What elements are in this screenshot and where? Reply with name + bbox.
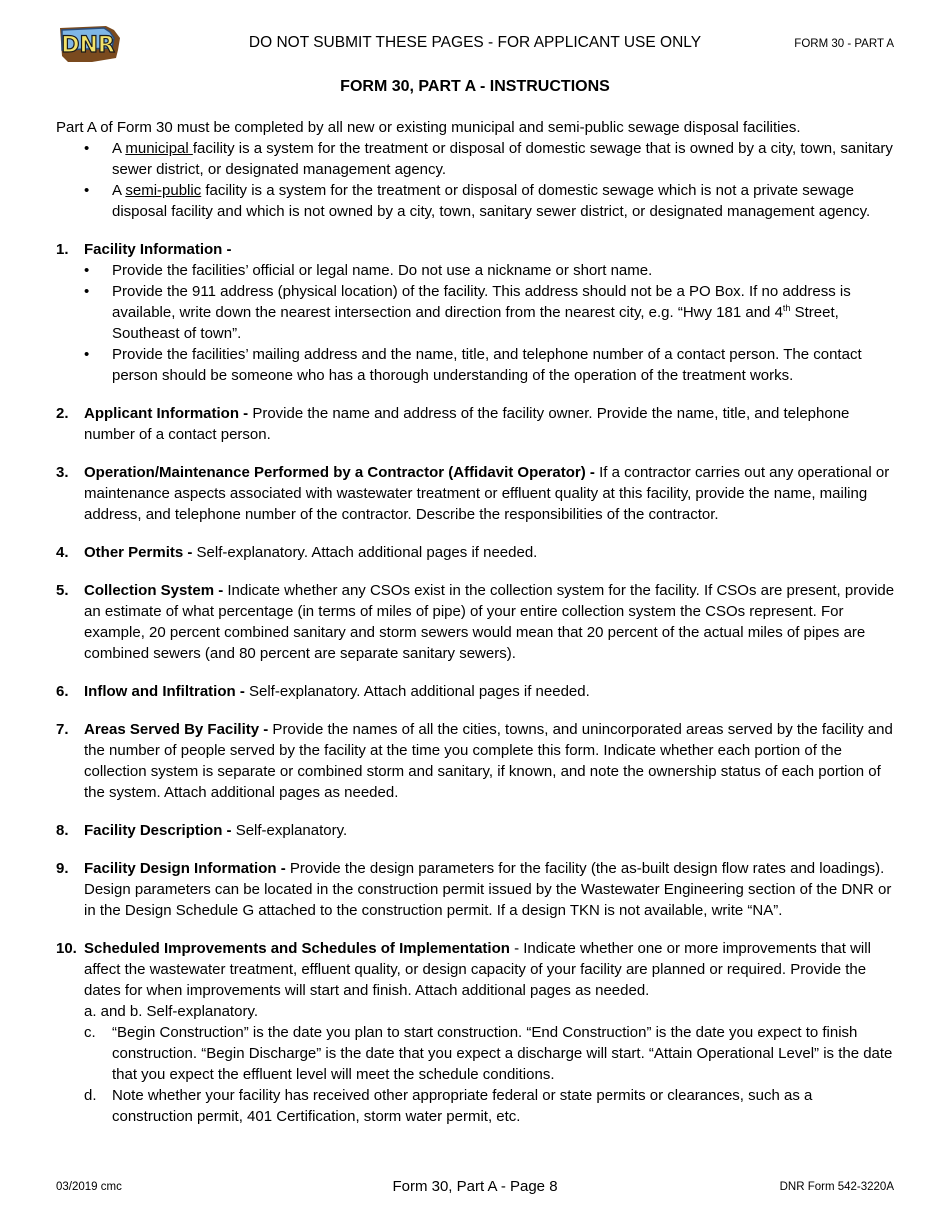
list-item: • Provide the facilities’ official or legal name. Do not use a nickname or short name. <box>112 260 896 281</box>
facility-information-bullets <box>56 260 896 386</box>
bullet-municipal: • A municipal facility is a system for the treatment or disposal of domestic sewage that is owned by a city, town, sanitary sewer district, or designated management agency. <box>112 138 896 180</box>
item-contractor: 3. Operation/Maintenance Performed by a Contractor (Affidavit Operator) - If a contractor carries out any operational or maintenance aspects associated with wastewater treatment or effluent quality at this facility, provide the name, mailing address, and telephone number of the contractor. Describe the responsibilities of the contractor. <box>56 464 890 523</box>
list-item: • Provide the 911 address (physical location) of the facility. This address should not be a PO Box. If no address is available, write down the nearest intersection and direction from the nearest city, e.g. “Hwy 181 and 4th Street, Southeast of town”. <box>112 281 896 344</box>
sub-item-d: d. Note whether your facility has received other appropriate federal or state permits or clearances, such as a construction permit, 401 Certification, storm water permit, etc. <box>84 1087 813 1125</box>
instructions-body <box>56 117 896 1127</box>
item-scheduled-improvements: 10. Scheduled Improvements and Schedules of Implementation - Indicate whether one or more improvements that will affect the wastewater treatment, effluent quality, or design capacity of your facility are planned or required. Provide the dates for when improvements will start and finish. Attach additional pages as needed. a. and b. Self-explanatory. c. “Begin Construction” is the date you plan to start construction. “End Construction” is the date you expect to finish construction. “Begin Discharge” is the date that you expect a discharge will start. “Attain Operational Level” is the date that you expect the effluent level will meet the schedule conditions. d. Note whether your facility has received other appropriate federal or state permits or clearances, such as a construction permit, 401 Certification, storm water permit, etc. <box>56 938 896 1127</box>
sub-item-c: c. “Begin Construction” is the date you plan to start construction. “End Construction” is the date you expect to finish construction. “Begin Discharge” is the date that you expect a discharge will start. “Attain Operational Level” is the date that you expect the effluent level will meet the schedule conditions. <box>84 1024 893 1083</box>
sub-item-a-b: a. and b. Self-explanatory. <box>84 1003 258 1020</box>
list-item: • Provide the facilities’ mailing address and the name, title, and telephone number of a contact person. The contact person should be someone who has a thorough understanding of the operation of the treatment works. <box>112 344 896 386</box>
header-form-label: FORM 30 - PART A <box>794 38 894 50</box>
item-facility-description: 8. Facility Description - Self-explanatory. <box>56 822 348 839</box>
header-notice: DO NOT SUBMIT THESE PAGES - FOR APPLICANT USE ONLY <box>248 34 702 51</box>
footer-date: 03/2019 cmc <box>56 1181 122 1193</box>
item-collection-system: 5. Collection System - Indicate whether any CSOs exist in the collection system for the facility. If CSOs are present, provide an estimate of what percentage (in terms of miles of pipe) of your entire collection system the CSOs represent. For example, 20 percent combined sanitary and storm sewers would mean that 20 percent of the actual miles of pipes are combined sewers (and 80 percent are separate sanitary sewers). <box>56 582 895 662</box>
footer-form-number: DNR Form 542-3220A <box>779 1181 894 1193</box>
svg-text:DNR: DNR <box>61 33 115 58</box>
intro-text: Part A of Form 30 must be completed by all new or existing municipal and semi-public sewage disposal facilities. <box>56 119 801 136</box>
page-title: FORM 30, PART A - INSTRUCTIONS <box>340 78 610 95</box>
item-applicant-information: 2. Applicant Information - Provide the name and address of the facility owner. Provide the name, title, and telephone number of a contact person. <box>56 405 850 443</box>
item-inflow-infiltration: 6. Inflow and Infiltration - Self-explanatory. Attach additional pages if needed. <box>56 683 590 700</box>
item-facility-information: 1. Facility Information - <box>56 241 232 258</box>
intro-bullets <box>56 138 896 222</box>
footer-page: Form 30, Part A - Page 8 <box>392 1178 558 1195</box>
bullet-semi-public: • A semi-public facility is a system for the treatment or disposal of domestic sewage which is not a private sewage disposal facility and which is not owned by a city, town, sanitary sewer district, or designated management agency. <box>112 180 896 222</box>
item-areas-served: 7. Areas Served By Facility - Provide the names of all the cities, towns, and unincorporated areas served by the facility and the number of people served by the facility at the time you complete this form. Indicate whether each portion of the collection system is separate or combined storm and sanitary, if known, and note the ownership status of each portion of the system. Attach additional pages as needed. <box>56 721 893 801</box>
item-facility-design: 9. Facility Design Information - Provide the design parameters for the facility (the as-built design flow rates and loadings). Design parameters can be located in the construction permit issued by the Wastewater Engineering section of the DNR or in the Design Schedule G attached to the construction permit. If a design TKN is not available, write “NA”. <box>56 860 892 919</box>
item-other-permits: 4. Other Permits - Self-explanatory. Attach additional pages if needed. <box>56 544 538 561</box>
